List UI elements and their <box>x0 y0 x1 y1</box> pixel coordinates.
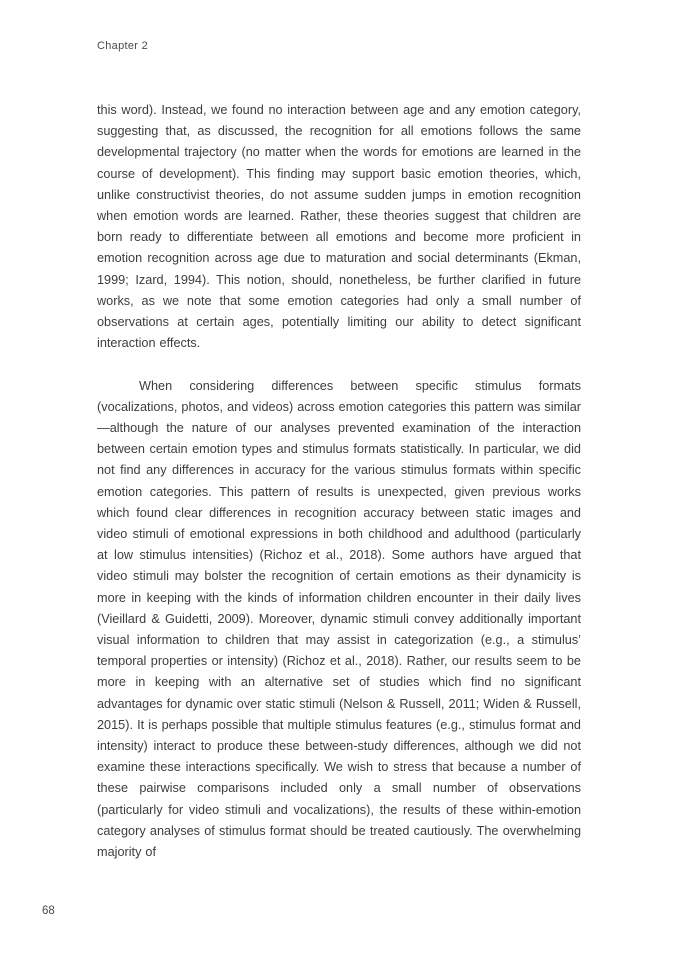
paragraph-1: this word). Instead, we found no interaction between age and any emotion category, suggesting that, as discussed, the recognition for all emotions follows the same developmental trajectory (no matter when the words for emotions are learned in the course of development). This finding may support basic emotion theories, which, unlike constructivist theories, do not assume sudden jumps in emotion recognition when emotion words are learned. Rather, these theories suggest that children are born ready to differentiate between all emotions and become more proficient in emotion recognition across age due to maturation and social determinants (Ekman, 1999; Izard, 1994). This notion, should, nonetheless, be further clarified in future works, as we note that some emotion categories had only a small number of observations at certain ages, potentially limiting our ability to detect significant interaction effects. <box>97 103 581 351</box>
page-number: 68 <box>42 905 55 917</box>
running-header: Chapter 2 <box>97 40 149 52</box>
paragraph-2: When considering differences between specific stimulus formats (vocalizations, photos, and videos) across emotion categories this pattern was similar—although the nature of our analyses prevented examination of the interaction between certain emotion types and stimulus formats statistically. In particular, we did not find any differences in accuracy for the various stimulus formats within specific emotion categories. This pattern of results is unexpected, given previous works which found clear differences in recognition accuracy between static images and video stimuli of emotional expressions in both childhood and adulthood (particularly at low stimulus intensities) (Richoz et al., 2018). Some authors have argued that video stimuli may bolster the recognition of certain emotions as their dynamicity is more in keeping with the kinds of information children encounter in their daily lives (Vieillard & Guidetti, 2009). Moreover, dynamic stimuli convey additionally important visual information to children that may assist in categorization (e.g., a stimulus’ temporal properties or intensity) (Richoz et al., 2018). Rather, our results seem to be more in keeping with an alternative set of studies which find no significant advantages for dynamic over static stimuli (Nelson & Russell, 2011; Widen & Russell, 2015). It is perhaps possible that multiple stimulus features (e.g., stimulus format and intensity) interact to produce these between-study differences, although we did not examine these interactions specifically. We wish to stress that because a number of these pairwise comparisons included only a small number of observations (particularly for video stimuli and vocalizations), the results of these within-emotion category analyses of stimulus format should be treated cautiously. The overwhelming majority of <box>97 378 581 860</box>
body-text <box>97 100 581 863</box>
